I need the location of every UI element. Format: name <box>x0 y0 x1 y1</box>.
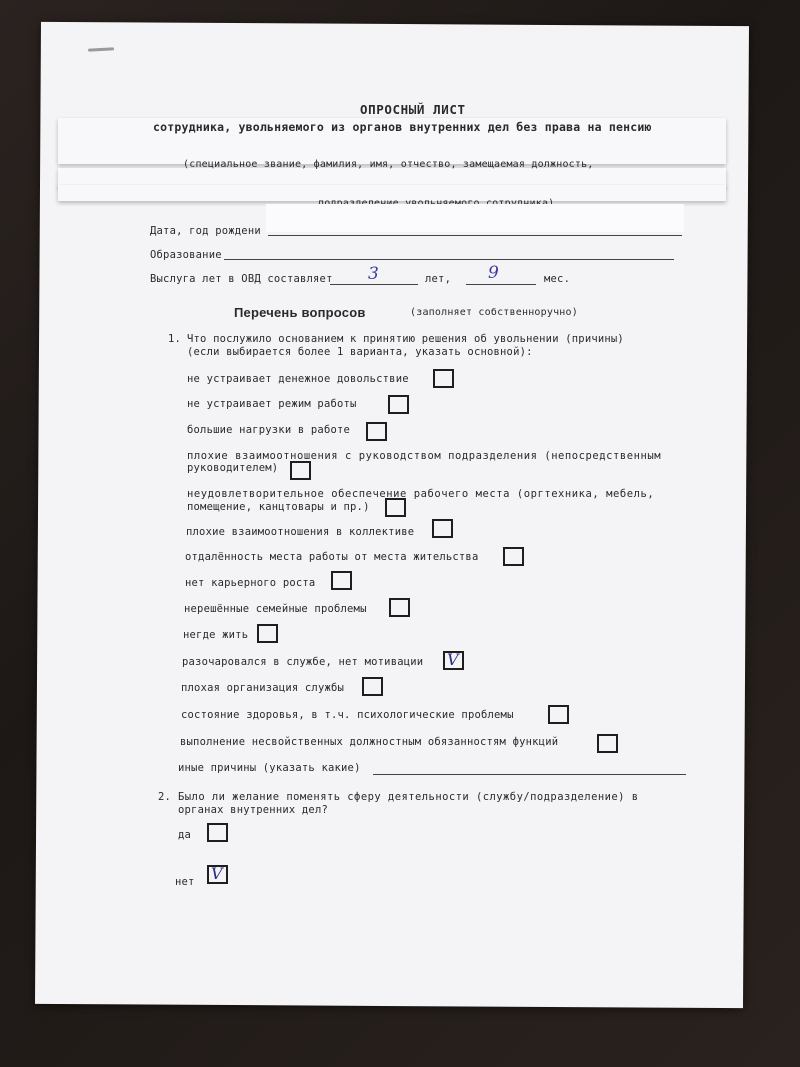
form-title: ОПРОСНЫЙ ЛИСТ <box>360 102 466 117</box>
option-label: не устраивает денежное довольствие <box>187 373 409 385</box>
check-mark-icon: V <box>447 650 459 669</box>
service-years-value: 3 <box>368 264 379 284</box>
answer-yes-label: да <box>178 829 192 841</box>
option-checkbox[interactable] <box>366 422 387 441</box>
option-label-cont: руководителем) <box>187 462 279 474</box>
question2-text-line1: Было ли желание поменять сферу деятельности (службу/подразделение) в <box>178 791 639 803</box>
service-months-value: 9 <box>488 263 499 283</box>
other-reasons-label: иные причины (указать какие) <box>178 762 361 774</box>
option-checkbox[interactable] <box>362 677 383 696</box>
section-heading: Перечень вопросов <box>234 305 366 320</box>
option-label: неудовлетворительное обеспечение рабочего места (оргтехника, мебель, <box>187 488 655 500</box>
option-label: не устраивает режим работы <box>187 398 357 410</box>
option-label: выполнение несвойственных должностным обязанностям функций <box>180 736 559 748</box>
option-label: состояние здоровья, в т.ч. психологические проблемы <box>181 709 514 721</box>
option-label: нерешённые семейные проблемы <box>184 603 367 615</box>
option-label: отдалённость места работы от места жительства <box>185 551 479 563</box>
years-unit: лет, <box>425 273 452 285</box>
option-checkbox[interactable] <box>433 369 454 388</box>
question1-number: 1. <box>168 333 182 345</box>
question2-number: 2. <box>158 791 172 803</box>
option-checkbox[interactable] <box>385 498 406 517</box>
question1-text-line1: Что послужило основанием к принятию решения об увольнении (причины) <box>187 333 624 345</box>
check-mark-icon: V <box>211 864 223 883</box>
education-line[interactable] <box>224 259 674 260</box>
question1-text-line2: (если выбирается более 1 варианта, указать основной): <box>187 346 533 358</box>
option-label: плохие взаимоотношения в коллективе <box>186 526 415 538</box>
option-checkbox[interactable] <box>503 547 524 566</box>
option-label-cont: помещение, канцтовары и пр.) <box>187 501 370 513</box>
months-unit: мес. <box>544 273 571 285</box>
option-label: разочаровался в службе, нет мотивации <box>182 656 424 668</box>
section-note: (заполняет собственноручно) <box>410 307 578 318</box>
question2-text-line2: органах внутренних дел? <box>178 804 328 816</box>
other-reasons-line[interactable] <box>373 774 686 775</box>
option-checkbox[interactable] <box>548 705 569 724</box>
answer-no-label: нет <box>175 876 195 888</box>
option-checkbox[interactable] <box>389 598 410 617</box>
service-label: Выслуга лет в ОВД составляет <box>150 273 333 285</box>
option-checkbox[interactable] <box>257 624 278 643</box>
education-label: Образование <box>150 249 222 261</box>
option-label: негде жить <box>183 629 249 641</box>
years-line[interactable] <box>330 284 418 285</box>
months-line[interactable] <box>466 284 536 285</box>
option-label: большие нагрузки в работе <box>187 424 351 436</box>
caption-rank: (специальное звание, фамилия, имя, отчество, замещаемая должность, <box>183 159 594 170</box>
option-checkbox-checked[interactable] <box>443 651 464 670</box>
answer-yes-checkbox[interactable] <box>207 823 228 842</box>
birth-line[interactable] <box>268 235 682 236</box>
option-checkbox[interactable] <box>432 519 453 538</box>
option-checkbox[interactable] <box>597 734 618 753</box>
option-checkbox[interactable] <box>388 395 409 414</box>
form-subtitle: сотрудника, увольняемого из органов внутренних дел без права на пенсию <box>153 120 652 134</box>
answer-no-checkbox-checked[interactable] <box>207 865 228 884</box>
option-checkbox[interactable] <box>290 461 311 480</box>
redacted-area <box>266 204 684 232</box>
option-checkbox[interactable] <box>331 571 352 590</box>
option-label: плохая организация службы <box>181 682 345 694</box>
birth-label: Дата, год рождени <box>150 225 261 237</box>
option-label: плохие взаимоотношения с руководством подразделения (непосредственным <box>187 450 662 462</box>
option-label: нет карьерного роста <box>185 577 316 589</box>
